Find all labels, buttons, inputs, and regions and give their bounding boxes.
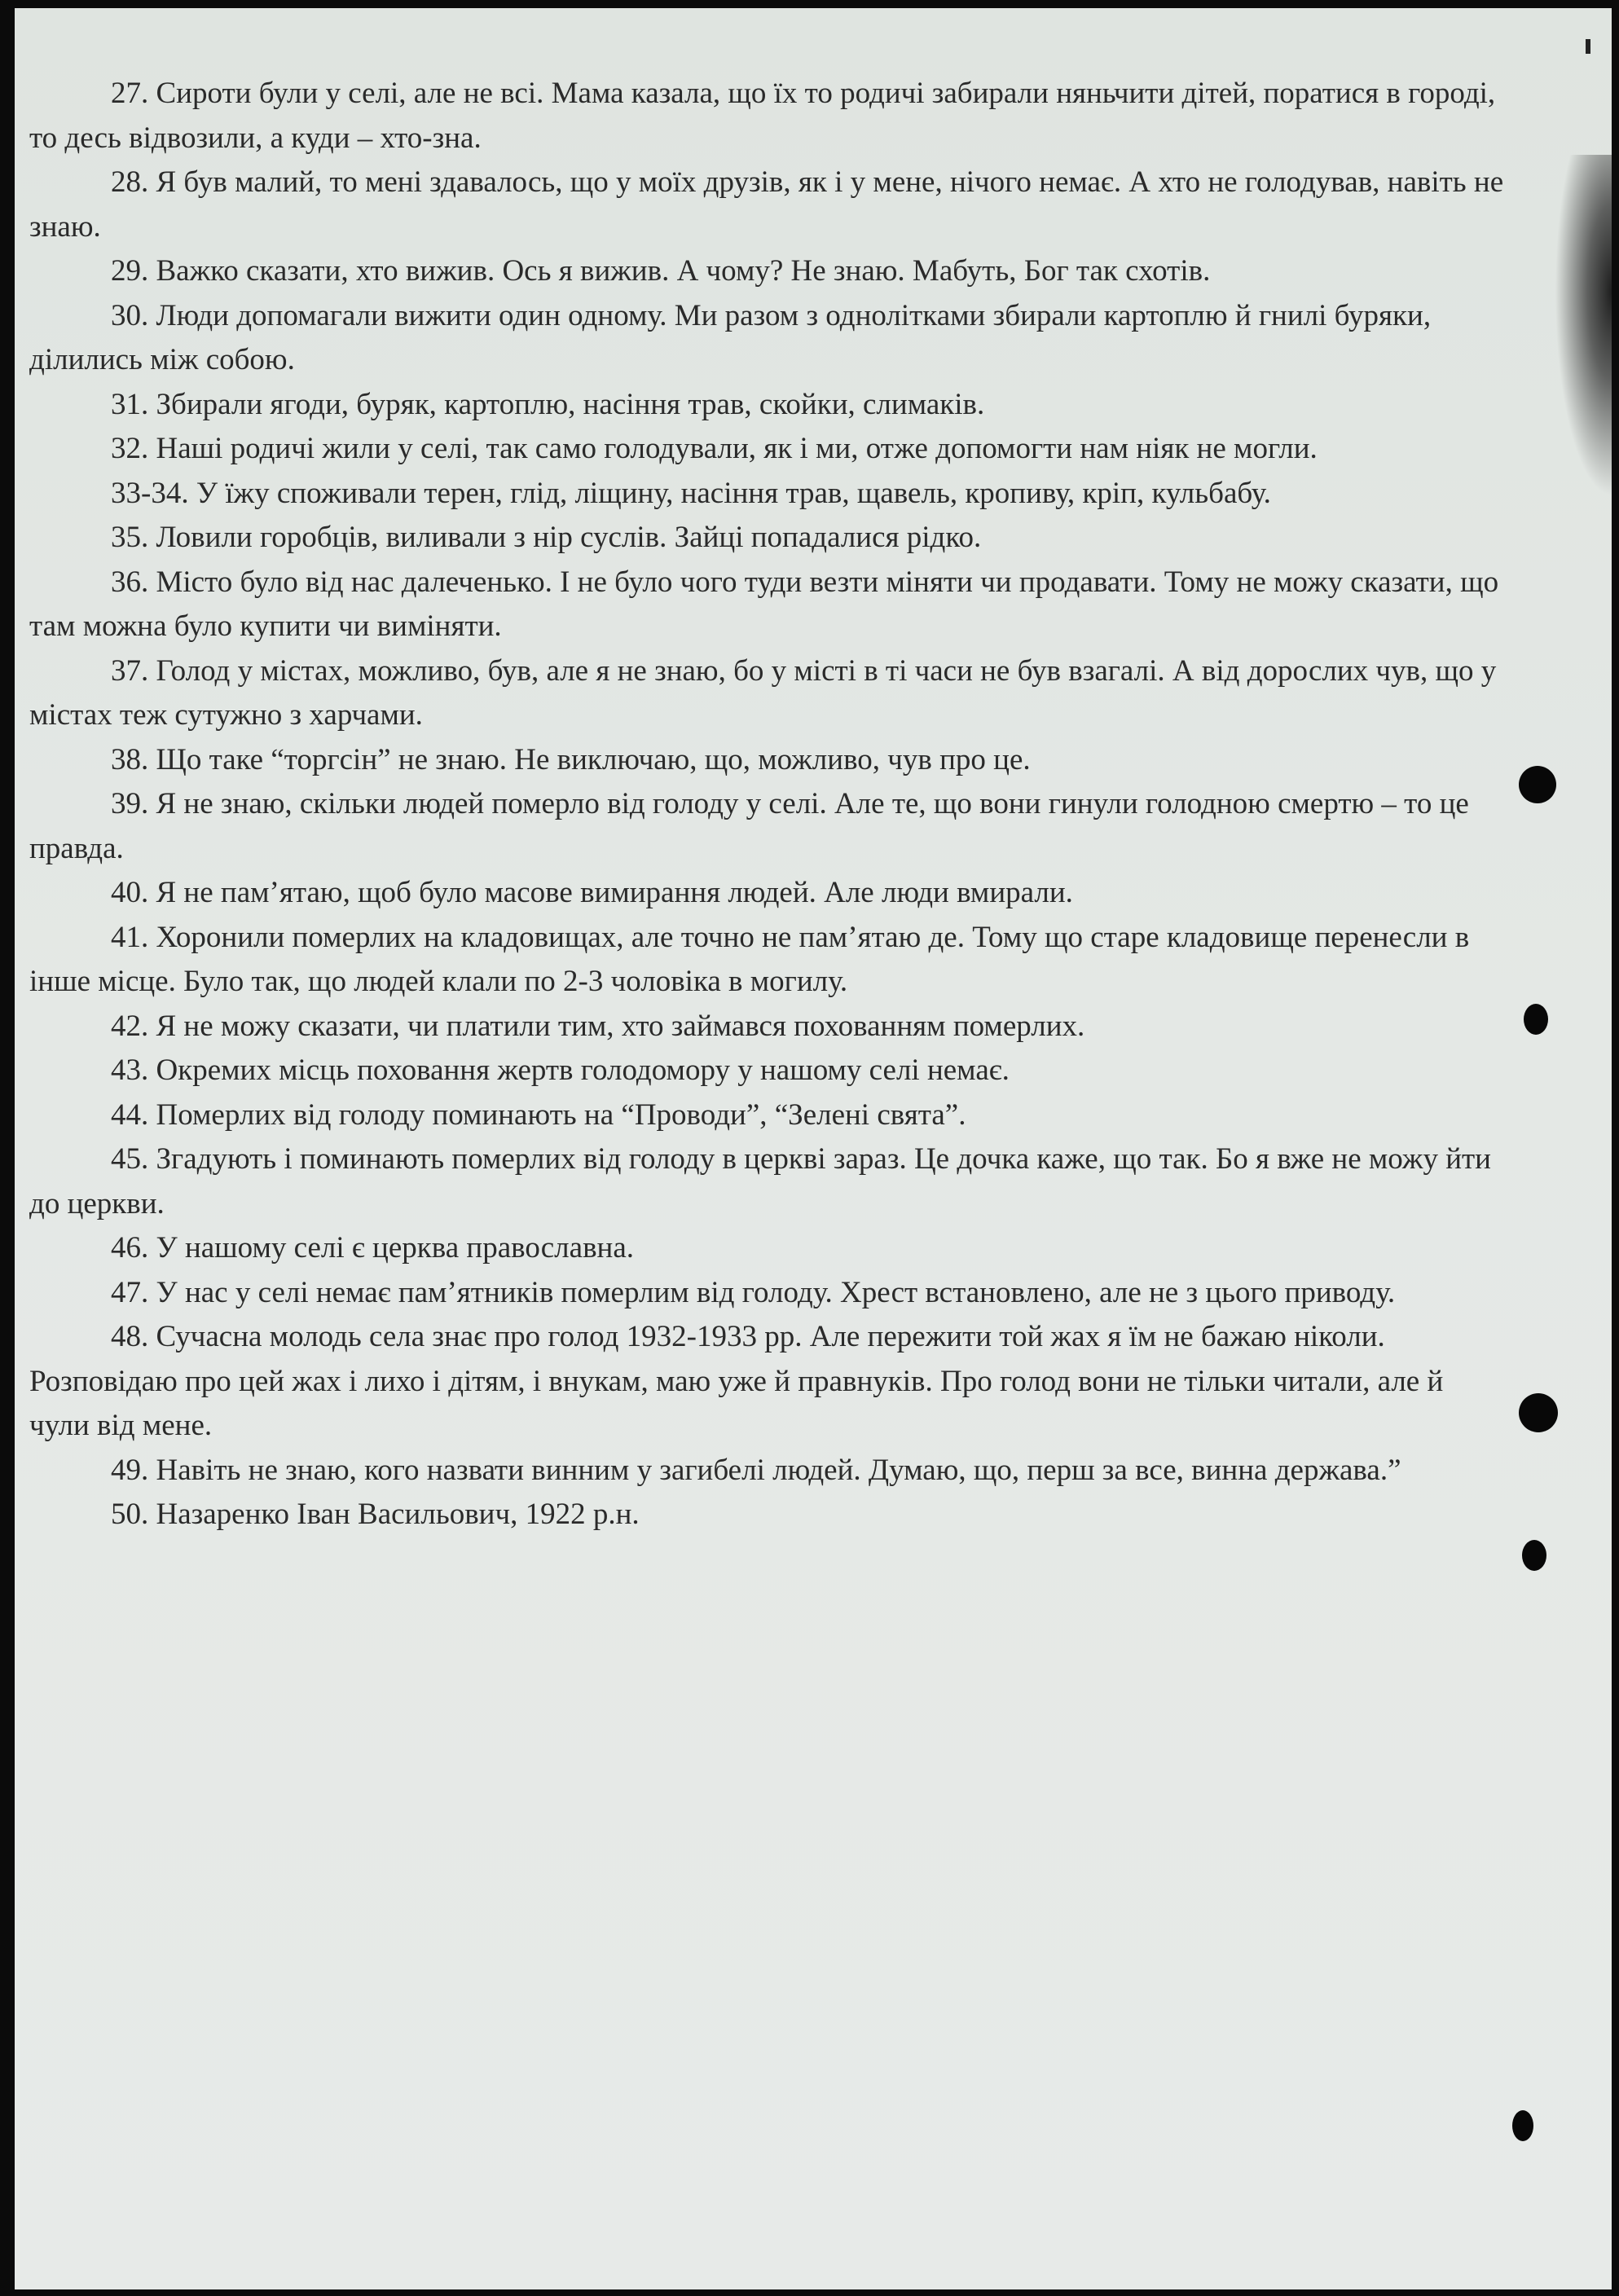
paragraph-48: 48. Сучасна молодь села знає про голод 1932-1933 рр. Але пережити той жах я їм не бажаю ніколи. Розповідаю про цей жах і лихо і дітям, і внукам, маю уже й правнуків. Про голод вони не тільки читали, але й чули від мене. bbox=[29, 1320, 1444, 1442]
paragraph-29: 29. Важко сказати, хто вижив. Ось я вижив. А чому? Не знаю. Мабуть, Бог так схотів. bbox=[111, 254, 1211, 288]
paragraph-41: 41. Хоронили померлих на кладовищах, але точно не пам’ятаю де. Тому що старе кладовище перенесли в інше місце. Було так, що людей клали по 2-3 чоловіка в могилу. bbox=[29, 920, 1470, 998]
paragraph-35: 35. Ловили горобців, виливали з нір суслів. Зайці попадалися рідко. bbox=[111, 521, 982, 554]
paragraph-49: 49. Навіть не знаю, кого назвати винним у загибелі людей. Думаю, що, перш за все, винна держава.” bbox=[111, 1453, 1401, 1487]
paragraph-46: 46. У нашому селі є церква православна. bbox=[111, 1231, 635, 1265]
paragraph-37: 37. Голод у містах, можливо, був, але я не знаю, бо у місті в ті часи не був взагалі. А від дорослих чув, що у містах теж сутужно з харчами. bbox=[29, 653, 1497, 732]
punch-hole bbox=[1519, 766, 1556, 803]
paragraph-45: 45. Згадують і поминають померлих від голоду в церкві зараз. Це дочка каже, що так. Бо я вже не можу йти до церкви. bbox=[29, 1142, 1491, 1221]
paragraph-43: 43. Окремих місць поховання жертв голодомору у нашому селі немає. bbox=[111, 1053, 1010, 1087]
paragraph-40: 40. Я не пам’ятаю, щоб було масове вимирання людей. Але люди вмирали. bbox=[111, 876, 1073, 909]
punch-hole bbox=[1519, 1393, 1558, 1432]
paragraph-39: 39. Я не знаю, скільки людей померло від голоду у селі. Але те, що вони гинули голодною смертю – то це правда. bbox=[29, 787, 1469, 865]
paragraph-27: 27. Сироти були у селі, але не всі. Мама казала, що їх то родичі забирали няньчити дітей, поратися в городі, то десь відвозили, а куди – хто-зна. bbox=[29, 77, 1496, 155]
paragraph-42: 42. Я не можу сказати, чи платили тим, хто займався похованням померлих. bbox=[111, 1009, 1085, 1043]
paragraph-31: 31. Збирали ягоди, буряк, картоплю, насіння трав, скойки, слимаків. bbox=[111, 387, 985, 421]
paragraph-36: 36. Місто було від нас далеченько. І не було чого туди везти міняти чи продавати. Тому не можу сказати, що там можна було купити чи виміняти. bbox=[29, 565, 1499, 643]
punch-hole bbox=[1524, 1004, 1548, 1035]
paragraph-47: 47. У нас у селі немає пам’ятників померлим від голоду. Хрест встановлено, але не з цього приводу. bbox=[111, 1275, 1396, 1309]
document-page bbox=[15, 8, 1612, 2289]
corner-mark bbox=[1586, 39, 1590, 54]
paragraph-28: 28. Я був малий, то мені здавалось, що у моїх друзів, як і у мене, нічого немає. А хто не голодував, навіть не знаю. bbox=[29, 165, 1504, 244]
paragraph-50: 50. Назаренко Іван Васильович, 1922 р.н. bbox=[111, 1498, 640, 1531]
paragraph-32: 32. Наші родичі жили у селі, так само голодували, як і ми, отже допомогти нам ніяк не могли. bbox=[111, 432, 1318, 465]
paragraph-44: 44. Померлих від голоду поминають на “Проводи”, “Зелені свята”. bbox=[111, 1097, 966, 1132]
punch-hole bbox=[1522, 1540, 1546, 1571]
paragraph-30: 30. Люди допомагали вижити один одному. Ми разом з однолітками збирали картоплю й гнилі буряки, ділились між собою. bbox=[29, 298, 1432, 376]
punch-hole bbox=[1512, 2110, 1533, 2141]
paragraph-33-34: 33-34. У їжу споживали терен, глід, ліщину, насіння трав, щавель, кропиву, кріп, кульбабу. bbox=[111, 476, 1271, 510]
paragraph-38: 38. Що таке “торгсін” не знаю. Не виключаю, що, можливо, чув про це. bbox=[111, 742, 1031, 776]
document-body bbox=[15, 72, 1506, 1537]
